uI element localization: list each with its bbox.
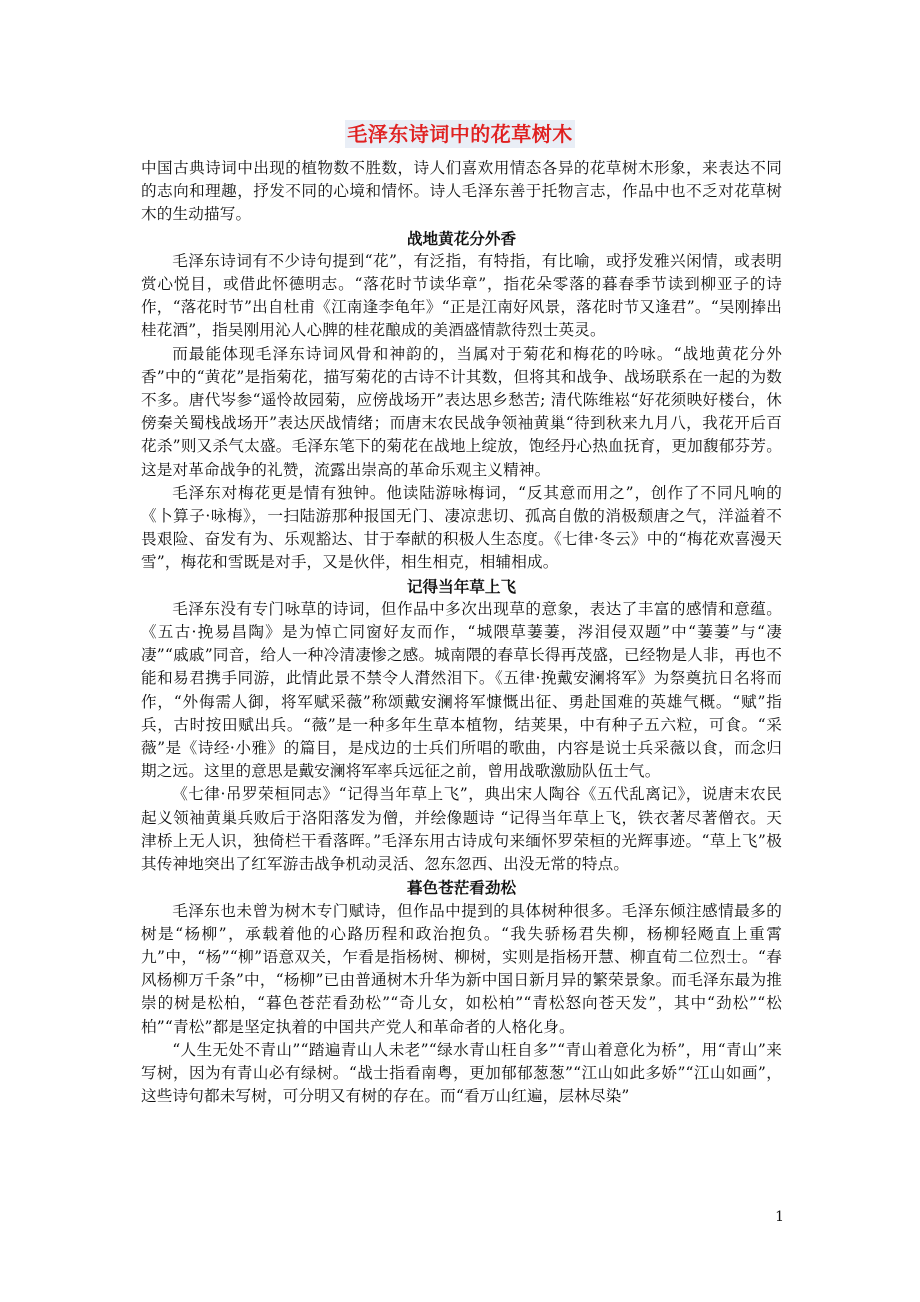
- title-container: [0, 120, 920, 148]
- section-1-paragraph-2: 而最能体现毛泽东诗词风骨和神韵的，当属对于菊花和梅花的吟咏。“战地黄花分外香”中的“黄花”是指菊花，描写菊花的古诗不计其数，但将其和战争、战场联系在一起的为数不多。唐代岑参“遥怜故园菊，应傍战场开”表达思乡愁苦; 清代陈维崧“好花须映好楼台，休傍秦关蜀栈战场开”表达厌战情绪；而唐末农民战争领袖黄巢“待到秋来九月八，我花开后百花杀”则又杀气太盛。毛泽东笔下的菊花在战地上绽放，饱经丹心热血抚育，更加馥郁芬芳。这是对革命战争的礼赞，流露出崇高的革命乐观主义精神。: [141, 344, 782, 479]
- section-heading-chrysanthemum: 战地黄花分外香: [406, 228, 517, 248]
- page-number: 1: [775, 1209, 784, 1225]
- section-2-paragraph-1: 毛泽东没有专门咏草的诗词，但作品中多次出现草的意象，表达了丰富的感情和意蕴。《五古·挽易昌陶》是为悼亡同窗好友而作，“城隈草萋萋，涔泪侵双题”中“萋萋”与“凄凄”“戚戚”同音，给人一种冷清凄惨之感。城南隈的春草长得再茂盛，已经物是人非，再也不能和易君携手同游，此情此景不禁令人潸然泪下。《五律·挽戴安澜将军》为祭奠抗日名将而作，“外侮需人御，将军赋采薇”称颂戴安澜将军慷慨出征、勇赴国难的英雄气概。“赋”指兵，古时按田赋出兵。“薇”是一种多年生草本植物，结荚果，中有种子五六粒，可食。“采薇”是《诗经·小雅》的篇目，是戍边的士兵们所唱的歌曲，内容是说士兵采薇以食，而念归期之远。这里的意思是戴安澜将军率兵远征之前，曾用战歌激励队伍士气。: [141, 599, 782, 781]
- section-1-paragraph-1: 毛泽东诗词有不少诗句提到“花”，有泛指，有特指，有比喻，或抒发雅兴闲情，或表明赏心悦目，或借此怀德明志。“落花时节读华章”，指花朵零落的暮春季节读到柳亚子的诗作，“落花时节”出自杜甫《江南逢李龟年》“正是江南好风景，落花时节又逢君”。“吴刚捧出桂花酒”，指吴刚用沁人心脾的桂花酿成的美酒盛情款待烈士英灵。: [141, 251, 782, 340]
- section-2-paragraph-2: 《七律·吊罗荣桓同志》“记得当年草上飞”，典出宋人陶谷《五代乱离记》，说唐末农民起义领袖黄巢兵败后于洛阳落发为僧，并绘像题诗 “记得当年草上飞，铁衣著尽著僧衣。天津桥上无人识，独倚栏干看落晖。”毛泽东用古诗成句来缅怀罗荣桓的光辉事迹。“草上飞”极其传神地突出了红军游击战争机动灵活、忽东忽西、出没无常的特点。: [141, 785, 782, 874]
- page-title: 毛泽东诗词中的花草树木: [347, 122, 573, 146]
- section-heading-pine: 暮色苍茫看劲松: [406, 878, 517, 898]
- section-3-paragraph-2: “人生无处不青山”“踏遍青山人未老”“绿水青山枉自多”“青山着意化为桥”，用“青山”来写树，因为有青山必有绿树。“战士指看南粤，更加郁郁葱葱”“江山如此多娇”“江山如画”，这些诗句都未写树，可分明又有树的存在。而“看万山红遍，层林尽染”: [141, 1040, 782, 1106]
- section-heading-grass: 记得当年草上飞: [406, 576, 517, 596]
- intro-paragraph: 中国古典诗词中出现的植物数不胜数，诗人们喜欢用情态各异的花草树木形象，来表达不同的志向和理趣，抒发不同的心境和情怀。诗人毛泽东善于托物言志，作品中也不乏对花草树木的生动描写。: [141, 159, 782, 224]
- section-1-paragraph-3: 毛泽东对梅花更是情有独钟。他读陆游咏梅词，“反其意而用之”，创作了不同凡响的《卜算子·咏梅》，一扫陆游那种报国无门、凄凉悲切、孤高自傲的消极颓唐之气，洋溢着不畏艰险、奋发有为、乐观豁达、甘于奉献的积极人生态度。《七律·冬云》中的“梅花欢喜漫天雪”，梅花和雪既是对手，又是伙伴，相生相克，相辅相成。: [141, 483, 782, 572]
- article-body: [141, 157, 782, 1108]
- section-3-paragraph-1: 毛泽东也未曾为树木专门赋诗，但作品中提到的具体树种很多。毛泽东倾注感情最多的树是“杨柳”，承载着他的心路历程和政治抱负。“我失骄杨君失柳，杨柳轻飏直上重霄九”中，“杨”“柳”语意双关，乍看是指杨树、柳树，实则是指杨开慧、柳直荀二位烈士。“春风杨柳万千条”中，“杨柳”已由普通树木升华为新中国日新月异的繁荣景象。而毛泽东最为推崇的树是松柏，“暮色苍茫看劲松”“奇儿女，如松柏”“青松怒向苍天发”，其中“劲松”“松柏”“青松”都是坚定执着的中国共产党人和革命者的人格化身。: [141, 901, 782, 1036]
